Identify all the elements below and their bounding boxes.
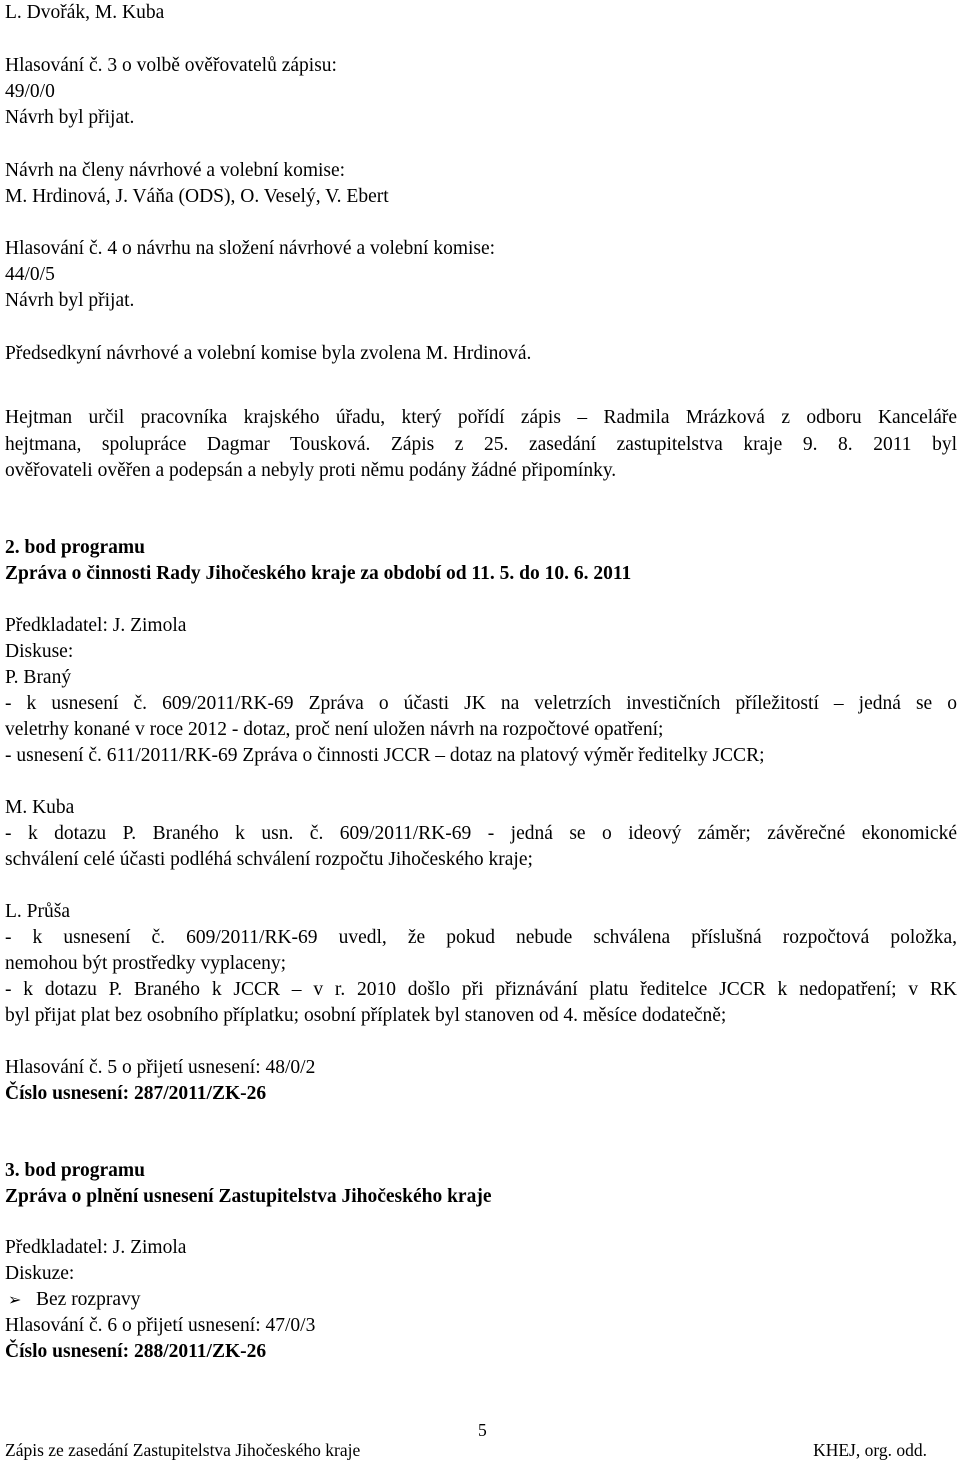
bullet-item bbox=[5, 1287, 141, 1313]
paragraph-line: nemohou být prostředky vyplaceny; bbox=[5, 953, 287, 974]
verifiers-names: L. Dvořák, M. Kuba bbox=[5, 2, 165, 23]
presenter: Předkladatel: J. Zimola bbox=[5, 615, 187, 636]
vote-6-heading: Hlasování č. 6 o přijetí usnesení: 47/0/3 bbox=[5, 1315, 316, 1336]
paragraph-line: - usnesení č. 611/2011/RK-69 Zpráva o činnosti JCCR – dotaz na platový výměr ředitelky JCCR; bbox=[5, 745, 765, 766]
paragraph-line: - k dotazu P. Braného k usn. č. 609/2011/RK-69 - jedná se o ideový záměr; závěrečné ekonomické bbox=[5, 823, 957, 844]
footer-department: KHEJ, org. odd. bbox=[813, 1440, 927, 1460]
vote-3-heading: Hlasování č. 3 o volbě ověřovatelů zápisu: bbox=[5, 55, 337, 76]
presenter: Předkladatel: J. Zimola bbox=[5, 1237, 187, 1258]
paragraph-line: schválení celé účasti podléhá schválení rozpočtu Jihočeského kraje; bbox=[5, 849, 533, 870]
paragraph-line: veletrhy konané v roce 2012 - dotaz, proč není uložen návrh na rozpočtové opatření; bbox=[5, 719, 664, 740]
paragraph-line: - k usnesení č. 609/2011/RK-69 Zpráva o účasti JK na veletrzích investičních příležitostí – jedná se o bbox=[5, 693, 957, 714]
arrow-bullet-icon: ➢ bbox=[8, 1290, 22, 1309]
paragraph-line: - k dotazu P. Braného k JCCR – v r. 2010 došlo při přiznávání platu ředitelce JCCR k nedopatření; v RK bbox=[5, 979, 957, 1000]
agenda-item-2-number: 2. bod programu bbox=[5, 537, 145, 558]
vote-3-result: 49/0/0 bbox=[5, 81, 55, 102]
committee-members: M. Hrdinová, J. Váňa (ODS), O. Veselý, V. Ebert bbox=[5, 186, 389, 207]
paragraph-line: ověřovateli ověřen a podepsán a nebyly proti němu podány žádné připomínky. bbox=[5, 460, 617, 481]
speaker-name: P. Braný bbox=[5, 667, 72, 688]
agenda-item-2-title: Zpráva o činnosti Rady Jihočeského kraje za období od 11. 5. do 10. 6. 2011 bbox=[5, 563, 632, 584]
committee-chair: Předsedkyní návrhové a volební komise byla zvolena M. Hrdinová. bbox=[5, 343, 532, 364]
bullet-text: Bez rozpravy bbox=[36, 1289, 141, 1310]
discussion-label: Diskuse: bbox=[5, 641, 74, 662]
vote-4-heading: Hlasování č. 4 o návrhu na složení návrhové a volební komise: bbox=[5, 238, 496, 259]
vote-4-outcome: Návrh byl přijat. bbox=[5, 290, 135, 311]
vote-3-outcome: Návrh byl přijat. bbox=[5, 107, 135, 128]
committee-proposal-heading: Návrh na členy návrhové a volební komise: bbox=[5, 160, 346, 181]
agenda-item-3-number: 3. bod programu bbox=[5, 1160, 145, 1181]
footer-title: Zápis ze zasedání Zastupitelstva Jihočeského kraje bbox=[5, 1440, 361, 1460]
resolution-number: Číslo usnesení: 287/2011/ZK-26 bbox=[5, 1083, 267, 1104]
vote-4-result: 44/0/5 bbox=[5, 264, 55, 285]
agenda-item-3-title: Zpráva o plnění usnesení Zastupitelstva Jihočeského kraje bbox=[5, 1186, 492, 1207]
discussion-label: Diskuze: bbox=[5, 1263, 75, 1284]
speaker-name: M. Kuba bbox=[5, 797, 75, 818]
paragraph-line: byl přijat plat bez osobního příplatku; osobní příplatek byl stanoven od 4. měsíce dodatečně; bbox=[5, 1005, 727, 1026]
resolution-number: Číslo usnesení: 288/2011/ZK-26 bbox=[5, 1341, 267, 1362]
paragraph-line: Hejtman určil pracovníka krajského úřadu, který pořídí zápis – Radmila Mrázková z odboru Kanceláře bbox=[5, 407, 957, 428]
vote-5-heading: Hlasování č. 5 o přijetí usnesení: 48/0/2 bbox=[5, 1057, 316, 1078]
paragraph-line: - k usnesení č. 609/2011/RK-69 uvedl, že pokud nebude schválena příslušná rozpočtová položka, bbox=[5, 927, 957, 948]
page-number: 5 bbox=[478, 1420, 487, 1440]
speaker-name: L. Průša bbox=[5, 901, 70, 922]
paragraph-line: hejtmana, spolupráce Dagmar Tousková. Zápis z 25. zasedání zastupitelstva kraje 9. 8. 2011 byl bbox=[5, 434, 957, 455]
